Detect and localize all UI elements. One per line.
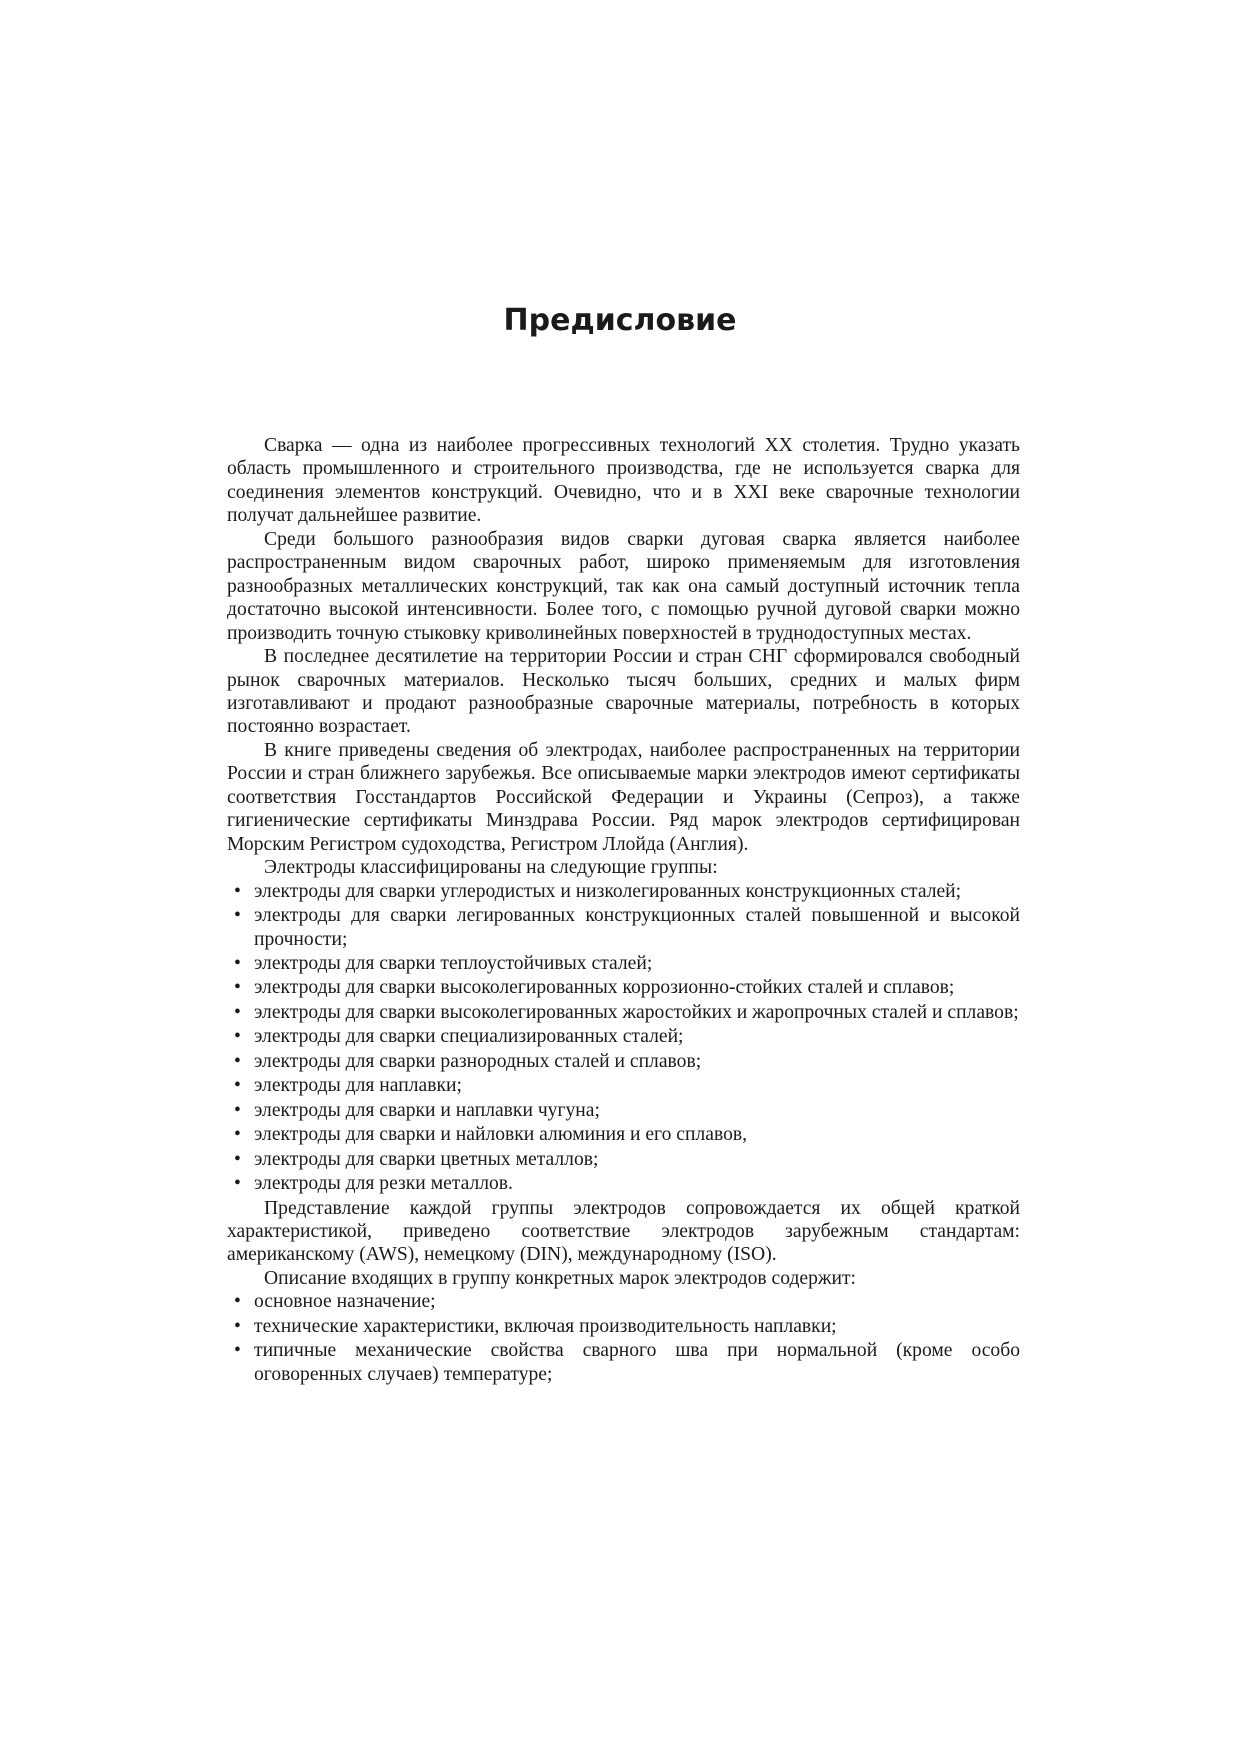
list-item <box>227 976 1020 999</box>
paragraph: Среди большого разнообразия видов сварки дуговая сварка является наиболее распространенным видом сварочных работ, широко применяемым для изготовления разнообразных металлических конструкций, так как она самый доступный источник тепла достаточно высокой интенсивности. Более того, с помощью ручной дуговой сварки можно производить точную стыковку криволинейных поверхностей в труднодоступных местах. <box>227 528 1020 644</box>
bullet-icon: • <box>234 1148 241 1170</box>
list-item-text: основное назначение; <box>254 1291 436 1313</box>
bullet-icon: • <box>234 880 241 902</box>
list-item <box>227 1123 1020 1146</box>
list-item-text: технические характеристики, включая производительность наплавки; <box>254 1315 837 1337</box>
list-item <box>227 1025 1020 1048</box>
paragraph: В книге приведены сведения об электродах, наиболее распространенных на территории России и стран ближнего зарубежья. Все описываемые марки электродов имеют сертификаты соответствия Госстандартов Российской Федерации и Украины (Сепроз), а также гигиенические сертификаты Минздрава России. Ряд марок электродов сертифицирован Морским Регистром судоходства, Регистром Ллойда (Англия). <box>227 739 1020 855</box>
list-item-text: электроды для сварки теплоустойчивых сталей; <box>254 952 653 974</box>
bullet-icon: • <box>234 952 241 974</box>
paragraph: Описание входящих в группу конкретных марок электродов содержит: <box>264 1267 856 1289</box>
electrode-groups-list <box>227 880 1020 1196</box>
bullet-icon: • <box>234 1173 241 1195</box>
list-item-text: электроды для наплавки; <box>254 1075 462 1097</box>
paragraph: Представление каждой группы электродов сопровождается их общей краткой характеристикой, приведено соответствие электродов зарубежным стандартам: американскому (AWS), немецкому (DIN), международному (ISO). <box>227 1197 1020 1266</box>
list-item <box>227 1290 1020 1313</box>
list-item <box>227 1099 1020 1122</box>
list-item-text: электроды для резки металлов. <box>254 1173 513 1195</box>
list-item <box>227 1148 1020 1171</box>
bullet-icon: • <box>234 1340 241 1362</box>
list-item-text: электроды для сварки и найловки алюминия и его сплавов, <box>254 1124 748 1146</box>
list-item <box>227 1001 1020 1024</box>
preface-body <box>227 434 1020 1387</box>
bullet-icon: • <box>234 1291 241 1313</box>
list-item <box>227 1050 1020 1073</box>
list-item-text: электроды для сварки высоколегированных коррозионно-стойких сталей и сплавов; <box>254 977 955 999</box>
paragraph: Электроды классифицированы на следующие группы: <box>264 857 718 879</box>
bullet-icon: • <box>234 1075 241 1097</box>
bullet-icon: • <box>234 905 241 927</box>
list-item-text: электроды для сварки специализированных сталей; <box>254 1026 684 1048</box>
list-item-text: электроды для сварки цветных металлов; <box>254 1148 599 1170</box>
bullet-icon: • <box>234 1050 241 1072</box>
list-item <box>227 880 1020 903</box>
list-item-text: электроды для сварки углеродистых и низколегированных конструкционных сталей; <box>254 880 962 902</box>
list-item <box>227 904 1020 951</box>
list-item-text: электроды для сварки разнородных сталей и сплавов; <box>254 1050 702 1072</box>
description-contents-list <box>227 1290 1020 1386</box>
bullet-icon: • <box>234 1001 241 1023</box>
list-item <box>227 1315 1020 1338</box>
list-item-text: электроды для сварки легированных конструкционных сталей повышенной и высокой прочности; <box>254 905 1020 950</box>
list-item <box>227 1339 1020 1386</box>
bullet-icon: • <box>234 977 241 999</box>
paragraph: Сварка — одна из наиболее прогрессивных технологий XX столетия. Трудно указать область промышленного и строительного производства, где не используется сварка для соединения элементов конструкций. Очевидно, что и в XXI веке сварочные технологии получат дальнейшее развитие. <box>227 435 1020 527</box>
bullet-icon: • <box>234 1026 241 1048</box>
list-item-text: типичные механические свойства сварного шва при нормальной (кроме особо оговоренных случаев) температуре; <box>254 1340 1020 1385</box>
bullet-icon: • <box>234 1124 241 1146</box>
page-title: Предисловие <box>503 303 737 338</box>
list-item <box>227 1074 1020 1097</box>
list-item-text: электроды для сварки высоколегированных жаростойких и жаропрочных сталей и сплавов; <box>254 1001 1019 1023</box>
paragraph: В последнее десятилетие на территории России и стран СНГ сформировался свободный рынок сварочных материалов. Несколько тысяч больших, средних и малых фирм изготавливают и продают разнообразные сварочные материалы, потребность в которых постоянно возрастает. <box>227 646 1020 738</box>
list-item-text: электроды для сварки и наплавки чугуна; <box>254 1099 600 1121</box>
bullet-icon: • <box>234 1099 241 1121</box>
list-item <box>227 952 1020 975</box>
list-item <box>227 1172 1020 1195</box>
bullet-icon: • <box>234 1315 241 1337</box>
